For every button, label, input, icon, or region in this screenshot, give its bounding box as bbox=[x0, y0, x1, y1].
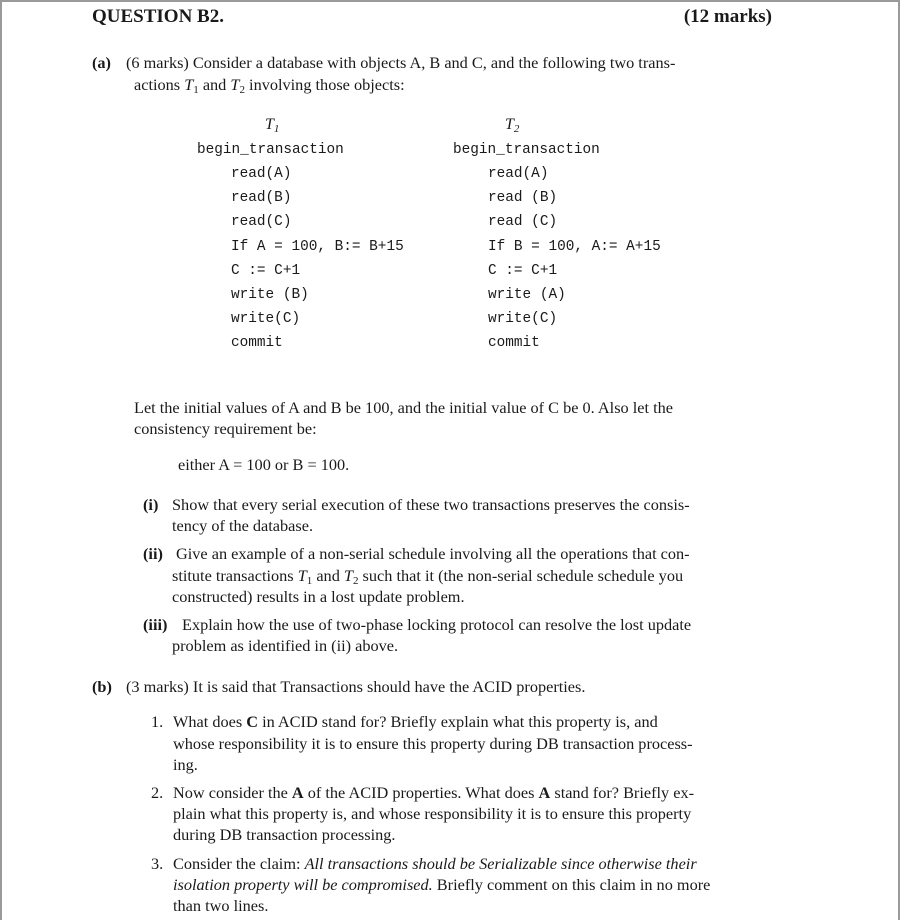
part-b-item-1-num: 1. bbox=[151, 712, 164, 731]
part-b-item-2-line1: Now consider the A of the ACID properties. What does A stand for? Briefly ex- bbox=[173, 783, 695, 802]
t2-op: write (A) bbox=[488, 286, 566, 303]
sub-item-ii-line2: stitute transactions $T_1$ and $T_2$ such that it (the non-serial schedule schedule you bbox=[172, 566, 684, 587]
t2-op: read(A) bbox=[488, 166, 549, 182]
part-b-item-3-line1: Consider the claim: All transactions should be Serializable since otherwise their bbox=[173, 854, 697, 873]
part-b-item-3-line3: than two lines. bbox=[173, 896, 269, 915]
t1-op: read(A) bbox=[231, 166, 292, 182]
sub-item-i-line2: tency of the database. bbox=[172, 516, 314, 535]
t1-begin: begin_transaction bbox=[197, 142, 344, 158]
part-a-intro-line1: (6 marks) Consider a database with objects A, B and C, and the following two trans- bbox=[126, 53, 676, 72]
part-b-intro: (3 marks) It is said that Transactions should have the ACID properties. bbox=[126, 677, 586, 696]
sub-item-i-label: (i) bbox=[143, 495, 159, 514]
sub-item-ii-line3: constructed) results in a lost update problem. bbox=[172, 587, 465, 606]
t2-op: read (C) bbox=[488, 214, 558, 231]
page-frame-top bbox=[0, 0, 900, 2]
initial-values-line2: consistency requirement be: bbox=[134, 419, 317, 438]
t1-op: write(C) bbox=[231, 311, 301, 328]
t1-op: If A = 100, B:= B+15 bbox=[231, 238, 404, 255]
sub-item-i-line1: Show that every serial execution of these two transactions preserves the consis- bbox=[172, 495, 690, 514]
part-b-item-3-num: 3. bbox=[151, 854, 164, 873]
t1-op: commit bbox=[231, 335, 283, 352]
part-b-item-2-line3: during DB transaction processing. bbox=[173, 825, 396, 844]
t1-op: read(C) bbox=[231, 214, 292, 231]
t2-begin: begin_transaction bbox=[453, 142, 600, 158]
sub-item-ii-line1: Give an example of a non-serial schedule involving all the operations that con- bbox=[176, 544, 690, 563]
t1-op: write (B) bbox=[231, 286, 309, 303]
part-b-item-2-line2: plain what this property is, and whose responsibility it is to ensure this property bbox=[173, 804, 692, 823]
t2-heading: $T_2$ bbox=[505, 116, 520, 135]
sub-item-ii-label: (ii) bbox=[143, 544, 163, 563]
sub-item-iii-label: (iii) bbox=[143, 615, 168, 634]
sub-item-iii-line1: Explain how the use of two-phase locking protocol can resolve the lost update bbox=[182, 615, 692, 634]
part-b-item-3-line2: isolation property will be compromised. Briefly comment on this claim in no more bbox=[173, 875, 711, 894]
initial-values-line1: Let the initial values of A and B be 100, and the initial value of C be 0. Also let the bbox=[134, 398, 673, 417]
part-b-item-1-line1: What does C in ACID stand for? Briefly explain what this property is, and bbox=[173, 712, 658, 731]
t1-op: C := C+1 bbox=[231, 262, 301, 279]
question-marks: (12 marks) bbox=[683, 6, 772, 27]
t2-op: If B = 100, A:= A+15 bbox=[488, 238, 661, 255]
t2-op: read (B) bbox=[488, 190, 558, 207]
consistency-requirement: either A = 100 or B = 100. bbox=[178, 455, 350, 474]
t2-operations bbox=[488, 162, 661, 356]
part-b-item-1-line2: whose responsibility it is to ensure this property during DB transaction process- bbox=[173, 734, 693, 753]
part-a-intro-line2: actions $T_1$ and $T_2$ involving those objects: bbox=[134, 75, 405, 96]
part-b-label: (b) bbox=[92, 677, 112, 696]
t1-operations bbox=[231, 162, 404, 356]
page-frame-left bbox=[0, 0, 2, 920]
part-a-label: (a) bbox=[92, 53, 111, 72]
sub-item-iii-line2: problem as identified in (ii) above. bbox=[172, 636, 399, 655]
t1-op: read(B) bbox=[231, 190, 292, 207]
t2-op: write(C) bbox=[488, 311, 558, 328]
part-b-item-1-line3: ing. bbox=[173, 755, 198, 774]
t2-op: commit bbox=[488, 335, 540, 352]
question-title: QUESTION B2. bbox=[92, 6, 224, 27]
part-b-item-2-num: 2. bbox=[151, 783, 164, 802]
t2-op: C := C+1 bbox=[488, 262, 558, 279]
t1-heading: $T_1$ bbox=[265, 116, 280, 135]
